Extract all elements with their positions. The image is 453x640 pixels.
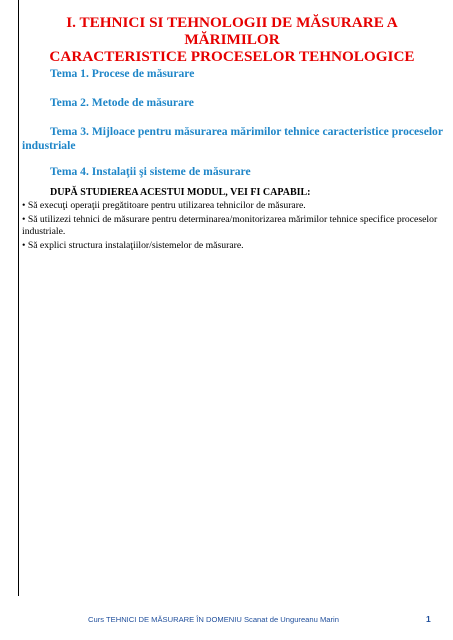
- topic-3: Tema 3. Mijloace pentru măsurarea mărimilor tehnice caracteristice proceselor industriale: [22, 125, 443, 152]
- topic-4: Tema 4. Instalaţii şi sisteme de măsurare: [50, 165, 251, 178]
- topic-1: Tema 1. Procese de măsurare: [50, 67, 195, 80]
- topic-2: Tema 2. Metode de măsurare: [50, 96, 194, 109]
- left-margin-rule: [18, 0, 19, 596]
- footer-text: Curs TEHNICI DE MĂSURARE ÎN DOMENIU Scanat de Ungureanu Marin: [88, 615, 339, 624]
- outcome-item: • Să execuţi operaţii pregătitoare pentru utilizarea tehnicilor de măsurare.: [22, 200, 306, 211]
- chapter-title: [22, 14, 442, 65]
- outcomes-heading: DUPĂ STUDIEREA ACESTUI MODUL, VEI FI CAPABIL:: [50, 187, 311, 198]
- chapter-title-line-2: CARACTERISTICE PROCESELOR TEHNOLOGICE: [49, 48, 415, 65]
- outcomes-list: [22, 200, 447, 254]
- chapter-title-line-1: I. TEHNICI SI TEHNOLOGII DE MĂSURARE A MĂRIMILOR: [66, 14, 398, 48]
- outcome-item: • Să explici structura instalaţiilor/sistemelor de măsurare.: [22, 240, 244, 251]
- page-number: 1: [426, 614, 431, 624]
- outcome-item: • Să utilizezi tehnici de măsurare pentru determinarea/monitorizarea mărimilor tehnice specifice proceselor industriale.: [22, 214, 438, 237]
